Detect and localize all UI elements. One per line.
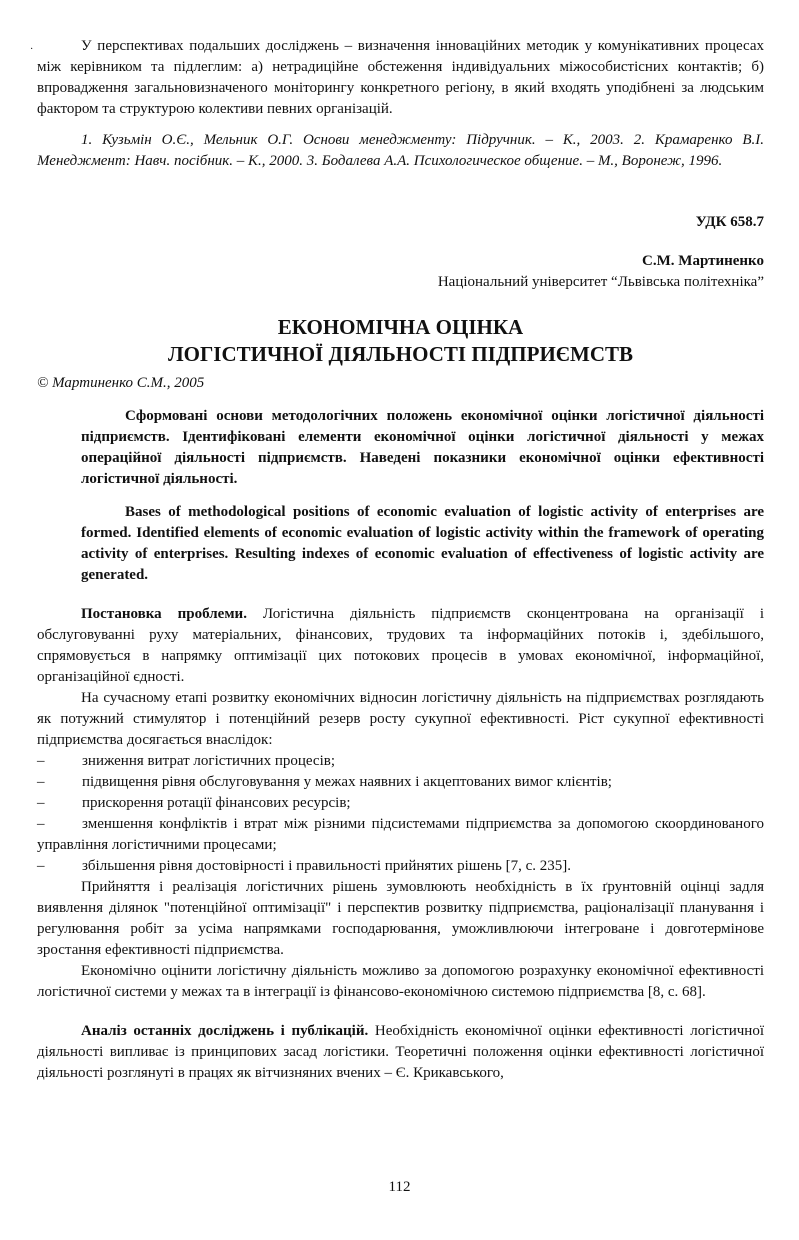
document-page — [37, 36, 764, 1084]
author-affiliation: Національний університет “Львівська політехніка” — [437, 274, 764, 290]
list-item-text: зниження витрат логістичних процесів; — [82, 753, 335, 769]
problem-paragraph — [37, 604, 764, 688]
abstract-english: Bases of methodological positions of economic evaluation of logistic activity of enterprises are formed. Identified elements of economic evaluation of logistic activity within the framework of operating activity of enterprises. Resulting indexes of economic evaluation of effectiveness of logistic activity are generated. — [81, 504, 764, 583]
problem-heading: Постановка проблеми. — [81, 606, 247, 622]
paragraph-2: На сучасному етапі розвитку економічних відносин логістичну діяльність на підприємствах розглядають як потужний стимулятор і потенційний резерв росту сукупної ефективності. Ріст сукупної ефективності підприємства досягається внаслідок: — [37, 690, 764, 748]
intro-paragraph: У перспективах подальших досліджень – визначення інноваційних методик у комунікативних процесах між керівником та підлеглим: а) нетрадиційне обстеження індивідуальних міжособистісних контактів; б) впровадження загальновизначеного моніторингу конкретного регіону, в який входять уподібнені за людським фактором та структурою колективи певних організацій. — [37, 38, 764, 117]
problem-text: Логістична діяльність підприємств сконцентрована на організації і обслуговуванні руху матеріальних, фінансових, трудових та інформаційних потоків і, здебільшого, спрямовується в напрямку оптимізації цих потокових процесів в умовах економічної, інформаційної, організаційної єдності. — [37, 606, 764, 685]
paragraph-4: Економічно оцінити логістичну діяльність можливо за допомогою розрахунку економічної ефективності логістичної системи у межах та в інтеграції із фінансово-економічною системою підприємства [8, с. 68]. — [37, 963, 764, 1000]
list-item — [37, 814, 764, 856]
analysis-paragraph — [37, 1021, 764, 1084]
abstract-ukrainian: Сформовані основи методологічних положень економічної оцінки логістичної діяльності підприємств. Ідентифіковані елементи економічної оцінки логістичної діяльності у межах операційної діяльності підприємств. Наведені показники економічної оцінки ефективності логістичної діяльності. — [81, 408, 764, 487]
udc-code: УДК 658.7 — [695, 214, 764, 230]
analysis-heading: Аналіз останніх досліджень і публікацій. — [81, 1023, 369, 1039]
title-line-1: ЕКОНОМІЧНА ОЦІНКА — [277, 315, 524, 339]
list-item — [37, 751, 764, 772]
title-line-2: ЛОГІСТИЧНОЇ ДІЯЛЬНОСТІ ПІДПРИЄМСТВ — [167, 342, 634, 366]
list-item — [37, 793, 764, 814]
list-item-text: зменшення конфліктів і втрат між різними підсистемами підприємства за допомогою скоординованого управління логістичними процесами; — [37, 816, 764, 853]
list-dash: – — [37, 858, 45, 874]
list-dash: – — [37, 795, 45, 811]
paragraph-3: Прийняття і реалізація логістичних рішень зумовлюють необхідність в їх ґрунтовній оцінці задля виявлення ділянок "потенційної оптимізації" і перспектив розвитку підприємства, раціоналізації планування і регулювання робіт за усіма напрямками господарювання, уможливлюючи інтегроване і довготермінове зростання ефективності підприємства. — [37, 879, 764, 958]
list-dash: – — [37, 774, 45, 790]
list-item — [37, 856, 764, 877]
scan-dot: · — [30, 44, 34, 55]
analysis-text: Необхідність економічної оцінки ефективності логістичної діяльності випливає із принципових засад логістики. Теоретичні положення оцінки ефективності логістичної діяльності розглянуті в працях як вітчизняних вчених – Є. Крикавського, — [37, 1023, 764, 1081]
copyright: © Мартиненко С.М., 2005 — [37, 375, 205, 391]
list-item-text: прискорення ротації фінансових ресурсів; — [82, 795, 351, 811]
list-item-text: підвищення рівня обслуговування у межах наявних і акцептованих вимог клієнтів; — [82, 774, 612, 790]
author-name: С.М. Мартиненко — [642, 253, 764, 269]
list-item — [37, 772, 764, 793]
list-dash: – — [37, 753, 45, 769]
list-item-text: збільшення рівня достовірності і правильності прийнятих рішень [7, с. 235]. — [82, 858, 571, 874]
page-number: 112 — [388, 1179, 411, 1195]
article-title — [37, 314, 764, 368]
references: 1. Кузьмін О.Є., Мельник О.Г. Основи менеджменту: Підручник. – К., 2003. 2. Крамаренко В.І. Менеджмент: Навч. посібник. – К., 2000. 3. Бодалева А.А. Психологическое общение. – М., Воронеж, 1996. — [37, 132, 764, 169]
list-dash: – — [37, 816, 45, 832]
